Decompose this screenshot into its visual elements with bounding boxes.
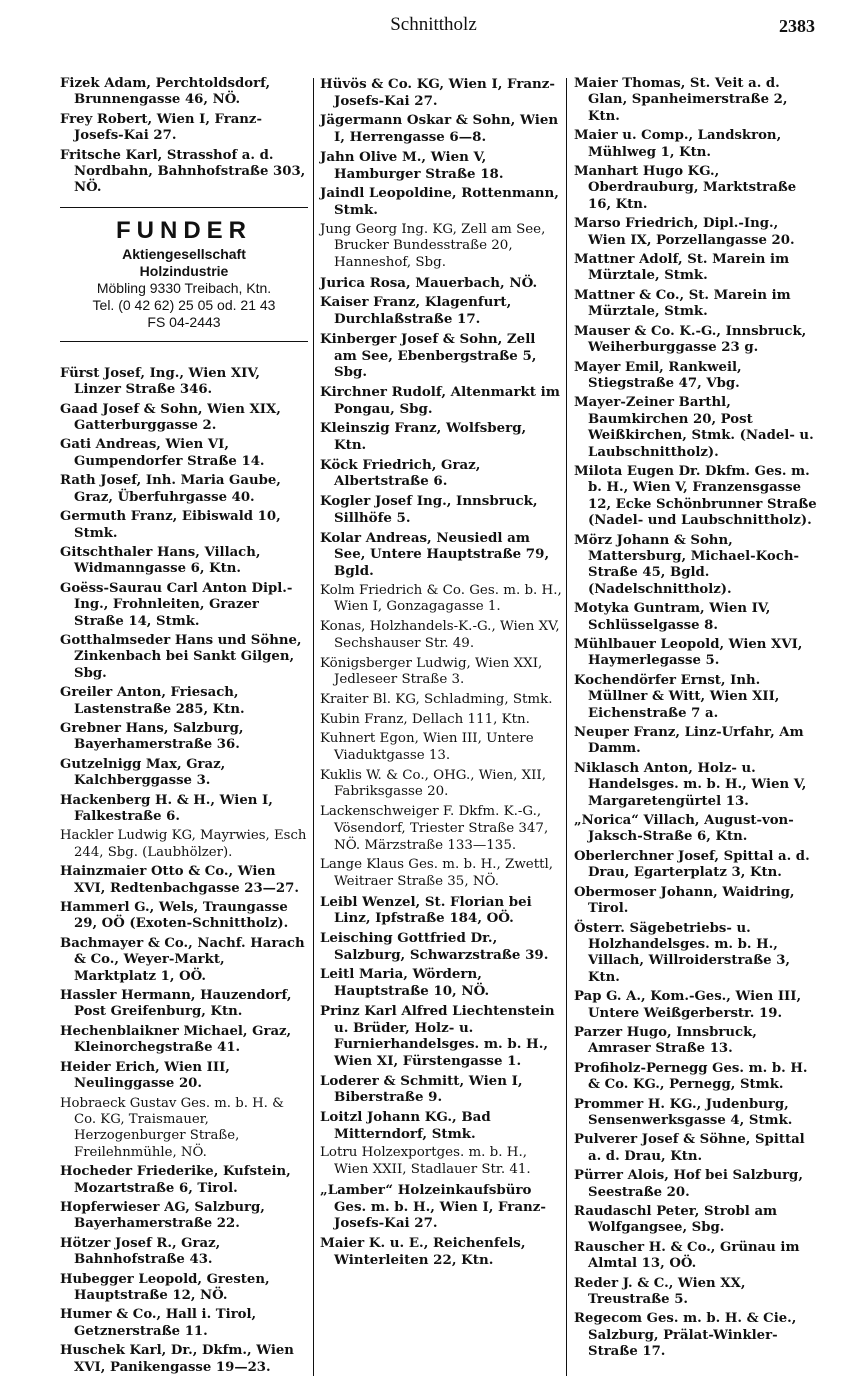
directory-entry: Neuper Franz, Linz-Urfahr, Am Damm. xyxy=(574,725,804,757)
directory-entry: Mattner Adolf, St. Marein im Mürztale, Stmk. xyxy=(574,252,790,284)
directory-entry: Fizek Adam, Perchtoldsdorf, Brunnengasse 46, NÖ. xyxy=(60,76,271,108)
directory-entry: Mayer Emil, Rankweil, Stiegstraße 47, Vbg. xyxy=(574,359,742,391)
directory-entry: Kolm Friedrich & Co. Ges. m. b. H., Wien I, Gonzagagasse 1. xyxy=(320,582,562,615)
directory-entry: Hopferwieser AG, Salzburg, Bayerhamerstraße 22. xyxy=(60,1199,265,1232)
directory-entry: Greiler Anton, Friesach, Lastenstraße 285, Ktn. xyxy=(60,685,245,717)
ad-line: Aktiengesellschaft xyxy=(122,245,246,262)
directory-entry: Loitzl Johann KG., Bad Mitterndorf, Stmk. xyxy=(320,1109,491,1142)
directory-entry: Köck Friedrich, Graz, Albertstraße 6. xyxy=(320,456,481,490)
directory-entry: Regecom Ges. m. b. H. & Cie., Salzburg, Prälat-Winkler-Straße 17. xyxy=(574,1311,797,1360)
directory-entry: Leisching Gottfried Dr., Salzburg, Schwarzstraße 39. xyxy=(320,930,549,963)
directory-entry: Kochendörfer Ernst, Inh. Müllner & Witt, Wien XII, Eichenstraße 7 a. xyxy=(574,672,780,721)
directory-entry: Pap G. A., Kom.-Ges., Wien III, Untere Weißgerberstr. 19. xyxy=(574,989,802,1021)
directory-entry: Fürst Josef, Ing., Wien XIV, Linzer Straße 346. xyxy=(60,365,260,398)
directory-entry: „Lamber“ Holzeinkaufsbüro Ges. m. b. H., Wien I, Franz-Josefs-Kai 27. xyxy=(320,1181,546,1232)
directory-entry: Prinz Karl Alfred Liechtenstein u. Brüder, Holz- u. Furnierhandelsges. m. b. H., Wien XI, Fürstengasse 1. xyxy=(320,1002,555,1069)
directory-entry: Kraiter Bl. KG, Schladming, Stmk. xyxy=(320,691,553,707)
directory-entry: Leitl Maria, Wördern, Hauptstraße 10, NÖ. xyxy=(320,966,490,1000)
directory-entry: Jaindl Leopoldine, Rottenmann, Stmk. xyxy=(320,185,559,218)
directory-entry: Manhart Hugo KG., Oberdrauburg, Marktstraße 16, Ktn. xyxy=(574,164,797,212)
ad-line: FS 04-2443 xyxy=(147,313,221,330)
directory-entry: Prommer H. KG., Judenburg, Sensenwerksgasse 4, Stmk. xyxy=(574,1096,793,1128)
directory-entry: Leibl Wenzel, St. Florian bei Linz, Ipfstraße 184, OÖ. xyxy=(320,893,532,927)
directory-entry: Kuklis W. & Co., OHG., Wien, XII, Fabriksgasse 20. xyxy=(320,767,546,800)
directory-entry: Hackenberg H. & H., Wien I, Falkestraße 6. xyxy=(60,792,273,824)
directory-entry: Pürrer Alois, Hof bei Salzburg, Seestraße 20. xyxy=(574,1168,803,1200)
directory-entry: Loderer & Schmitt, Wien I, Biberstraße 9. xyxy=(320,1072,523,1106)
directory-entry: Milota Eugen Dr. Dkfm. Ges. m. b. H., Wien V, Franzensgasse 12, Ecke Schönbrunner Straße (Nadel- und Laubschnittholz). xyxy=(574,463,817,529)
directory-entry: Hubegger Leopold, Gresten, Hauptstraße 12, NÖ. xyxy=(60,1271,270,1303)
directory-entry: Hötzer Josef R., Graz, Bahnhofstraße 43. xyxy=(60,1235,221,1268)
directory-entry: Maier Thomas, St. Veit a. d. Glan, Spanheimerstraße 2, Ktn. xyxy=(574,76,788,124)
directory-entry: Hechenblaikner Michael, Graz, Kleinorchegstraße 41. xyxy=(60,1023,292,1056)
page-number: 2383 xyxy=(779,16,815,36)
directory-entry: Gotthalmseder Hans und Söhne, Zinkenbach bei Sankt Gilgen, Sbg. xyxy=(60,632,302,681)
directory-entry: Kleinszig Franz, Wolfsberg, Ktn. xyxy=(320,420,527,454)
directory-entry: Obermoser Johann, Waidring, Tirol. xyxy=(574,884,795,917)
directory-entry: Maier K. u. E., Reichenfels, Winterleiten 22, Ktn. xyxy=(320,1235,526,1268)
directory-entry: Marso Friedrich, Dipl.-Ing., Wien IX, Porzellangasse 20. xyxy=(574,216,795,248)
directory-entry: Fritsche Karl, Strasshof a. d. Nordbahn, Bahnhofstraße 303, NÖ. xyxy=(60,147,306,196)
directory-entry: Kubin Franz, Dellach 111, Ktn. xyxy=(320,711,530,727)
column-2 xyxy=(320,76,562,1376)
directory-entry: Oberlerchner Josef, Spittal a. d. Drau, Egarterplatz 3, Ktn. xyxy=(574,848,810,881)
directory-entry: Österr. Sägebetriebs- u. Holzhandelsges. m. b. H., Villach, Willroiderstraße 3, Ktn. xyxy=(574,920,791,985)
column-divider xyxy=(566,78,567,1376)
directory-entry: Lackenschweiger F. Dkfm. K.-G., Vösendorf, Triester Straße 347, NÖ. Märzstraße 133—135. xyxy=(320,804,549,853)
funder-advertisement xyxy=(60,207,308,342)
directory-entry: Kogler Josef Ing., Innsbruck, Sillhöfe 5. xyxy=(320,493,538,526)
column-3 xyxy=(574,76,818,1376)
page-title: Schnittholz xyxy=(390,14,477,35)
directory-entry: Lange Klaus Ges. m. b. H., Zwettl, Weitraer Straße 35, NÖ. xyxy=(320,857,554,889)
ad-line: Holzindustrie xyxy=(139,262,229,279)
directory-entry: Mauser & Co. K.-G., Innsbruck, Weiherburggasse 23 g. xyxy=(574,323,807,356)
directory-entry: Hüvös & Co. KG, Wien I, Franz-Josefs-Kai 27. xyxy=(320,76,555,109)
directory-entry: Gati Andreas, Wien VI, Gumpendorfer Straße 14. xyxy=(60,437,265,469)
directory-entry: Mörz Johann & Sohn, Mattersburg, Michael-Koch-Straße 45, Bgld. (Nadelschnittholz). xyxy=(574,532,799,597)
directory-entry: Heider Erich, Wien III, Neulinggasse 20. xyxy=(60,1059,230,1092)
directory-entry: Grebner Hans, Salzburg, Bayerhamerstraße 36. xyxy=(60,720,244,753)
directory-entry: Jägermann Oskar & Sohn, Wien I, Herrengasse 6—8. xyxy=(320,112,559,146)
directory-entry: Kuhnert Egon, Wien III, Untere Viaduktgasse 13. xyxy=(320,731,534,764)
directory-entry: Jung Georg Ing. KG, Zell am See, Brucker Bundesstraße 20, Hanneshof, Sbg. xyxy=(320,221,546,271)
directory-entry: Maier u. Comp., Landskron, Mühlweg 1, Ktn. xyxy=(574,128,782,160)
directory-entry: Gitschthaler Hans, Villach, Widmanngasse 6, Ktn. xyxy=(60,544,261,577)
directory-entry: Humer & Co., Hall i. Tirol, Getznerstraße 11. xyxy=(60,1307,257,1339)
column-1 xyxy=(60,76,308,1376)
directory-entry: „Norica“ Villach, August-von-Jaksch-Straße 6, Ktn. xyxy=(574,813,794,845)
directory-entry: Gaad Josef & Sohn, Wien XIX, Gatterburggasse 2. xyxy=(60,401,281,434)
directory-entry: Hobraeck Gustav Ges. m. b. H. & Co. KG, Traismauer, Herzogenburger Straße, Freilehnmühle, NÖ. xyxy=(60,1095,284,1160)
directory-entry: Profiholz-Pernegg Ges. m. b. H. & Co. KG., Pernegg, Stmk. xyxy=(574,1060,808,1093)
directory-entry: Rauscher H. & Co., Grünau im Almtal 13, OÖ. xyxy=(574,1239,800,1272)
directory-entry: Hocheder Friederike, Kufstein, Mozartstraße 6, Tirol. xyxy=(60,1164,291,1196)
directory-entry: Kinberger Josef & Sohn, Zell am See, Ebenbergstraße 5, Sbg. xyxy=(320,330,537,381)
directory-entry: Kirchner Rudolf, Altenmarkt im Pongau, Sbg. xyxy=(320,383,560,417)
directory-entry: Mattner & Co., St. Marein im Mürztale, Stmk. xyxy=(574,287,791,320)
ad-line: Tel. (0 42 62) 25 05 od. 21 43 xyxy=(92,296,276,313)
ad-line: Möbling 9330 Treibach, Ktn. xyxy=(96,279,272,296)
directory-entry: Germuth Franz, Eibiswald 10, Stmk. xyxy=(60,509,281,541)
ad-company-name: FUNDER xyxy=(116,216,252,244)
directory-entry: Hassler Hermann, Hauzendorf, Post Greifenburg, Ktn. xyxy=(60,988,292,1020)
directory-entry: Mühlbauer Leopold, Wien XVI, Haymerlegasse 5. xyxy=(574,637,803,669)
directory-entry: Pulverer Josef & Söhne, Spittal a. d. Drau, Ktn. xyxy=(574,1132,805,1164)
directory-entry: Hackler Ludwig KG, Mayrwies, Esch 244, Sbg. (Laubhölzer). xyxy=(60,828,307,860)
directory-entry: Huschek Karl, Dr., Dkfm., Wien XVI, Panikengasse 19—23. xyxy=(60,1343,294,1375)
directory-entry: Jahn Olive M., Wien V, Hamburger Straße 18. xyxy=(320,148,504,182)
directory-entry: Lotru Holzexportges. m. b. H., Wien XXII, Stadlauer Str. 41. xyxy=(320,1145,531,1178)
directory-entry: Motyka Guntram, Wien IV, Schlüsselgasse 8. xyxy=(574,601,771,633)
directory-entry: Parzer Hugo, Innsbruck, Amraser Straße 13. xyxy=(574,1024,757,1057)
directory-entry: Goëss-Saurau Carl Anton Dipl.-Ing., Frohnleiten, Grazer Straße 14, Stmk. xyxy=(60,580,293,629)
directory-entry: Bachmayer & Co., Nachf. Harach & Co., Weyer-Markt, Marktplatz 1, OÖ. xyxy=(60,935,305,984)
directory-entry: Hainzmaier Otto & Co., Wien XVI, Redtenbachgasse 23—27. xyxy=(60,864,299,896)
directory-entry: Frey Robert, Wien I, Franz-Josefs-Kai 27. xyxy=(60,111,262,144)
directory-entry: Kaiser Franz, Klagenfurt, Durchlaßstraße 17. xyxy=(320,294,512,328)
directory-entry: Gutzelnigg Max, Graz, Kalchberggasse 3. xyxy=(60,756,226,789)
directory-entry: Mayer-Zeiner Barthl, Baumkirchen 20, Post Weißkirchen, Stmk. (Nadel- u. Laubschnittholz). xyxy=(574,395,814,460)
directory-entry: Jurica Rosa, Mauerbach, NÖ. xyxy=(320,274,538,291)
directory-entry: Königsberger Ludwig, Wien XXI, Jedleseer Straße 3. xyxy=(320,655,543,688)
column-divider xyxy=(313,78,314,1376)
directory-entry: Niklasch Anton, Holz- u. Handelsges. m. b. H., Wien V, Margaretengürtel 13. xyxy=(574,760,807,809)
directory-entry: Konas, Holzhandels-K.-G., Wien XV, Sechshauser Str. 49. xyxy=(320,619,560,651)
directory-entry: Rath Josef, Inh. Maria Gaube, Graz, Überfuhrgasse 40. xyxy=(60,473,281,505)
directory-entry: Kolar Andreas, Neusiedl am See, Untere Hauptstraße 79, Bgld. xyxy=(320,529,550,579)
directory-entry: Raudaschl Peter, Strobl am Wolfgangsee, Sbg. xyxy=(574,1204,778,1236)
directory-entry: Reder J. & C., Wien XX, Treustraße 5. xyxy=(574,1275,746,1308)
directory-entry: Hammerl G., Wels, Traungasse 29, OÖ (Exoten-Schnittholz). xyxy=(60,900,289,932)
